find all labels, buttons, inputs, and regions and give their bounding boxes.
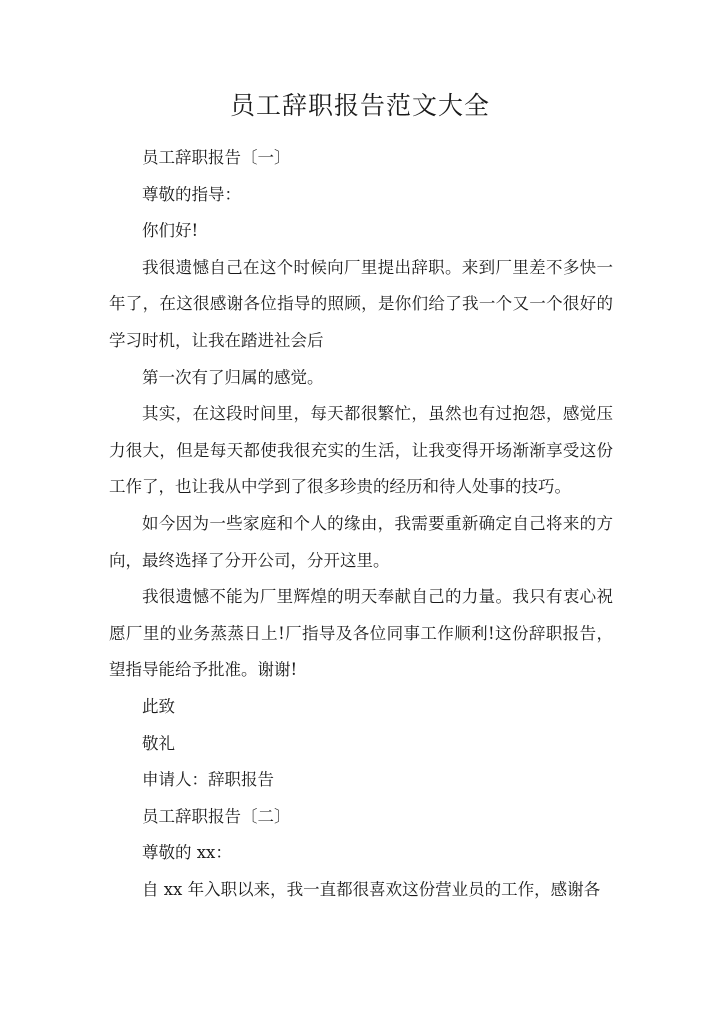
- salutation: 尊敬的指导：: [142, 184, 241, 204]
- applicant-signature: 申请人：辞职报告: [142, 770, 274, 790]
- document-title: 员工辞职报告范文大全: [229, 91, 490, 120]
- salutation: 尊敬的 xx：: [142, 843, 232, 863]
- greeting: 你们好!: [142, 221, 199, 241]
- body-paragraph: 其实，在这段时间里，每天都很繁忙，虽然也有过抱怨，感觉压力很大，但是每天都使我很充实的生活，让我变得开场渐渐享受这份工作了，也让我从中学到了很多珍贵的经历和待人处事的技巧。: [109, 404, 613, 497]
- body-paragraph: 我很遗憾自己在这个时候向厂里提出辞职。来到厂里差不多快一年了，在这很感谢各位指导的照顾，是你们给了我一个又一个很好的学习时机，让我在踏进社会后: [109, 257, 613, 350]
- closing-line: 此致: [142, 696, 175, 716]
- body-paragraph: 我很遗憾不能为厂里辉煌的明天奉献自己的力量。我只有衷心祝愿厂里的业务蒸蒸日上!厂指导及各位同事工作顺利!这份辞职报告，望指导能给予批准。谢谢!: [109, 587, 613, 680]
- body-paragraph: 如今因为一些家庭和个人的缘由，我需要重新确定自己将来的方向，最终选择了分开公司，分开这里。: [109, 513, 613, 570]
- closing-salute: 敬礼: [142, 733, 175, 753]
- body-paragraph: 第一次有了归属的感觉。: [142, 367, 324, 387]
- body-paragraph: 自 xx 年入职以来，我一直都很喜欢这份营业员的工作，感谢各: [142, 879, 601, 899]
- document-body: [109, 140, 613, 908]
- heading-report-2: 员工辞职报告〔二〕: [142, 806, 291, 826]
- heading-report-1: 员工辞职报告〔一〕: [142, 148, 291, 167]
